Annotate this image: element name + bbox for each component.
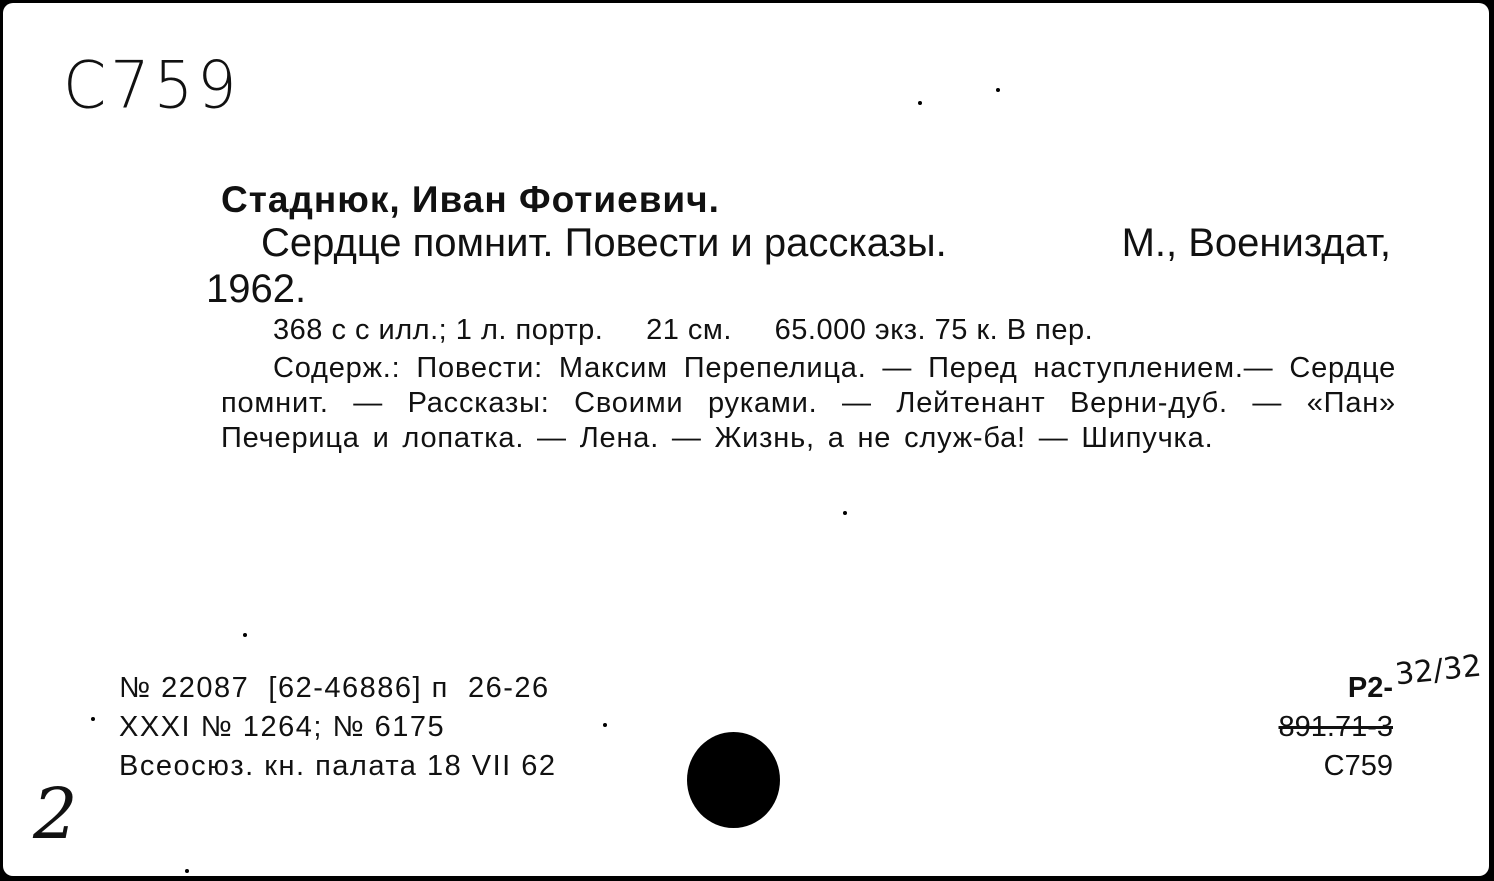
catalog-card bbox=[3, 3, 1489, 876]
classification-main: Р2- bbox=[1347, 672, 1393, 704]
author-heading: Стаднюк, Иван Фотиевич. bbox=[221, 179, 720, 220]
speck bbox=[185, 869, 189, 873]
imprint: М., Воениздат, bbox=[1121, 221, 1391, 265]
speck bbox=[603, 723, 607, 727]
classification-handwritten: 32/32 bbox=[1392, 648, 1483, 693]
speck bbox=[243, 633, 247, 637]
speck bbox=[91, 717, 95, 721]
punch-hole bbox=[687, 732, 780, 828]
contents-note: Содерж.: Повести: Максим Перепелица. — Перед наступлением.— Сердце помнит. — Рассказы: Своими руками. — Лейтенант Верни-дуб. — «Пан» Печерица и лопатка. — Лена. — Жизнь, а не служ-ба! — Шипучка. bbox=[221, 352, 1396, 454]
speck bbox=[918, 101, 922, 105]
classification-call-number: C759 bbox=[1323, 750, 1393, 782]
registry-block bbox=[119, 669, 557, 786]
registry-line-3: Всеосюз. кн. палата 18 VII 62 bbox=[119, 750, 557, 782]
handwritten-mark: 2 bbox=[33, 773, 78, 855]
collation: 368 с с илл.; 1 л. портр. 21 см. 65.000 экз. 75 к. В пер. bbox=[273, 314, 1094, 346]
speck bbox=[843, 511, 847, 515]
registry-line-2: XXXI № 1264; № 6175 bbox=[119, 711, 446, 743]
classification-old-struck: 891.71-3 bbox=[1278, 711, 1393, 743]
classification-block bbox=[1278, 648, 1483, 786]
book-title: Сердце помнит. Повести и рассказы. bbox=[261, 221, 947, 265]
publication-year: 1962. bbox=[206, 267, 307, 311]
speck bbox=[996, 88, 1000, 92]
registry-line-1: № 22087 [62-46886] п 26-26 bbox=[119, 672, 550, 704]
call-number-handwritten: C759 bbox=[63, 46, 241, 124]
